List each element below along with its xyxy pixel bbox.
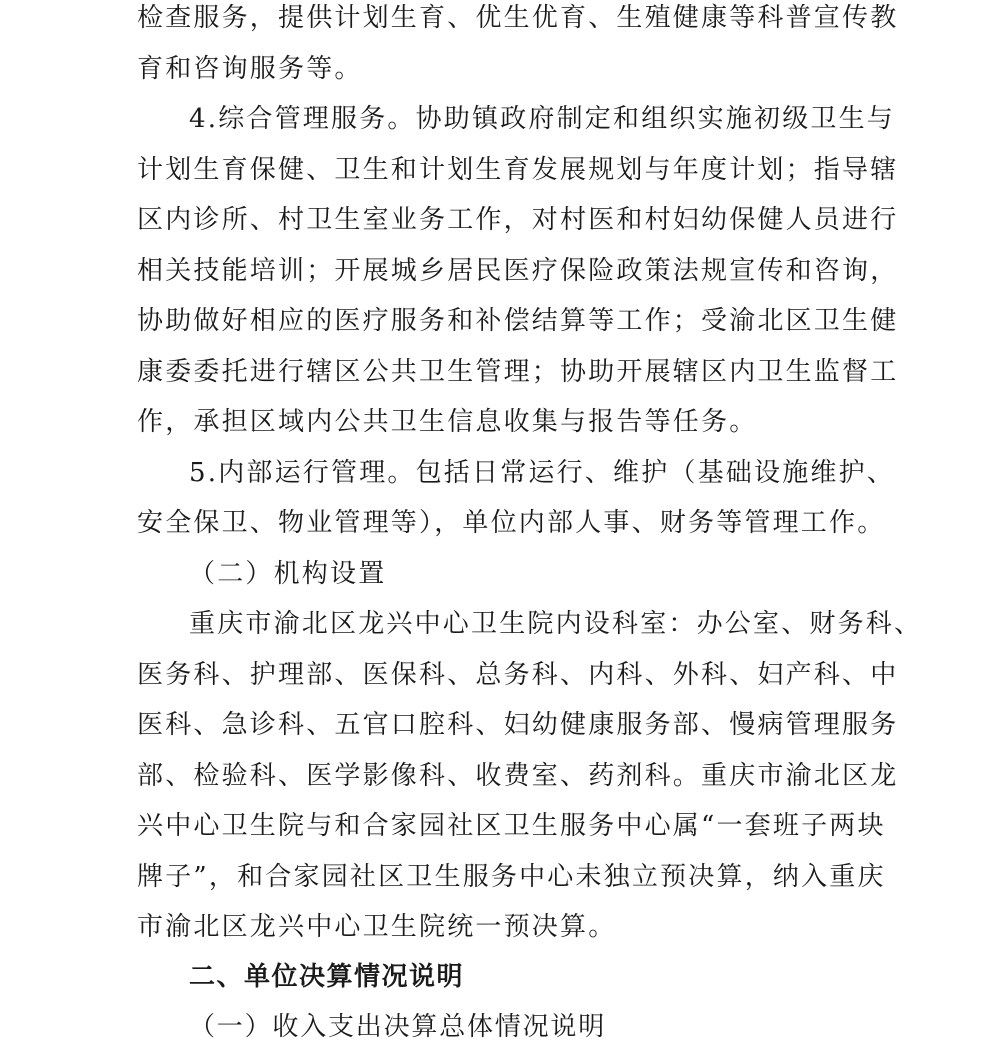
- paragraph-line: 区内诊所、村卫生室业务工作，对村医和村妇幼保健人员进行: [137, 205, 899, 235]
- paragraph-line: 部、检验科、医学影像科、收费室、药剂科。重庆市渝北区龙: [137, 761, 899, 791]
- subsection-heading: （二）机构设置: [189, 559, 387, 589]
- section-heading: 二、单位决算情况说明: [189, 962, 465, 992]
- paragraph-line: 计划生育保健、卫生和计划生育发展规划与年度计划；指导辖: [137, 155, 899, 185]
- paragraph-line: 医务科、护理部、医保科、总务科、内科、外科、妇产科、中: [137, 660, 899, 690]
- paragraph-line: 市渝北区龙兴中心卫生院统一预决算。: [137, 912, 617, 942]
- paragraph-line: 相关技能培训；开展城乡居民医疗保险政策法规宣传和咨询，: [137, 256, 899, 286]
- paragraph-line: 作，承担区域内公共卫生信息收集与报告等任务。: [137, 407, 758, 437]
- subsection-heading: （一）收入支出决算总体情况说明: [189, 1012, 607, 1042]
- paragraph-line: 重庆市渝北区龙兴中心卫生院内设科室：办公室、财务科、: [189, 609, 923, 639]
- paragraph-line: 安全保卫、物业管理等），单位内部人事、财务等管理工作。: [137, 508, 886, 538]
- paragraph-line: 兴中心卫生院与和合家园社区卫生服务中心属“一套班子两块: [137, 811, 886, 841]
- paragraph-line: 育和咨询服务等。: [137, 54, 363, 84]
- paragraph-line: 康委委托进行辖区公共卫生管理；协助开展辖区内卫生监督工: [137, 357, 899, 387]
- paragraph-line: 牌子”，和合家园社区卫生服务中心未独立预决算，纳入重庆: [137, 862, 886, 892]
- paragraph-line: 检查服务，提供计划生育、优生优育、生殖健康等科普宣传教: [137, 3, 899, 33]
- paragraph-line: 5.内部运行管理。包括日常运行、维护（基础设施维护、: [189, 458, 896, 488]
- paragraph-line: 协助做好相应的医疗服务和补偿结算等工作；受渝北区卫生健: [137, 306, 899, 336]
- paragraph-line: 医科、急诊科、五官口腔科、妇幼健康服务部、慢病管理服务: [137, 710, 899, 740]
- paragraph-line: 4.综合管理服务。协助镇政府制定和组织实施初级卫生与: [189, 104, 896, 134]
